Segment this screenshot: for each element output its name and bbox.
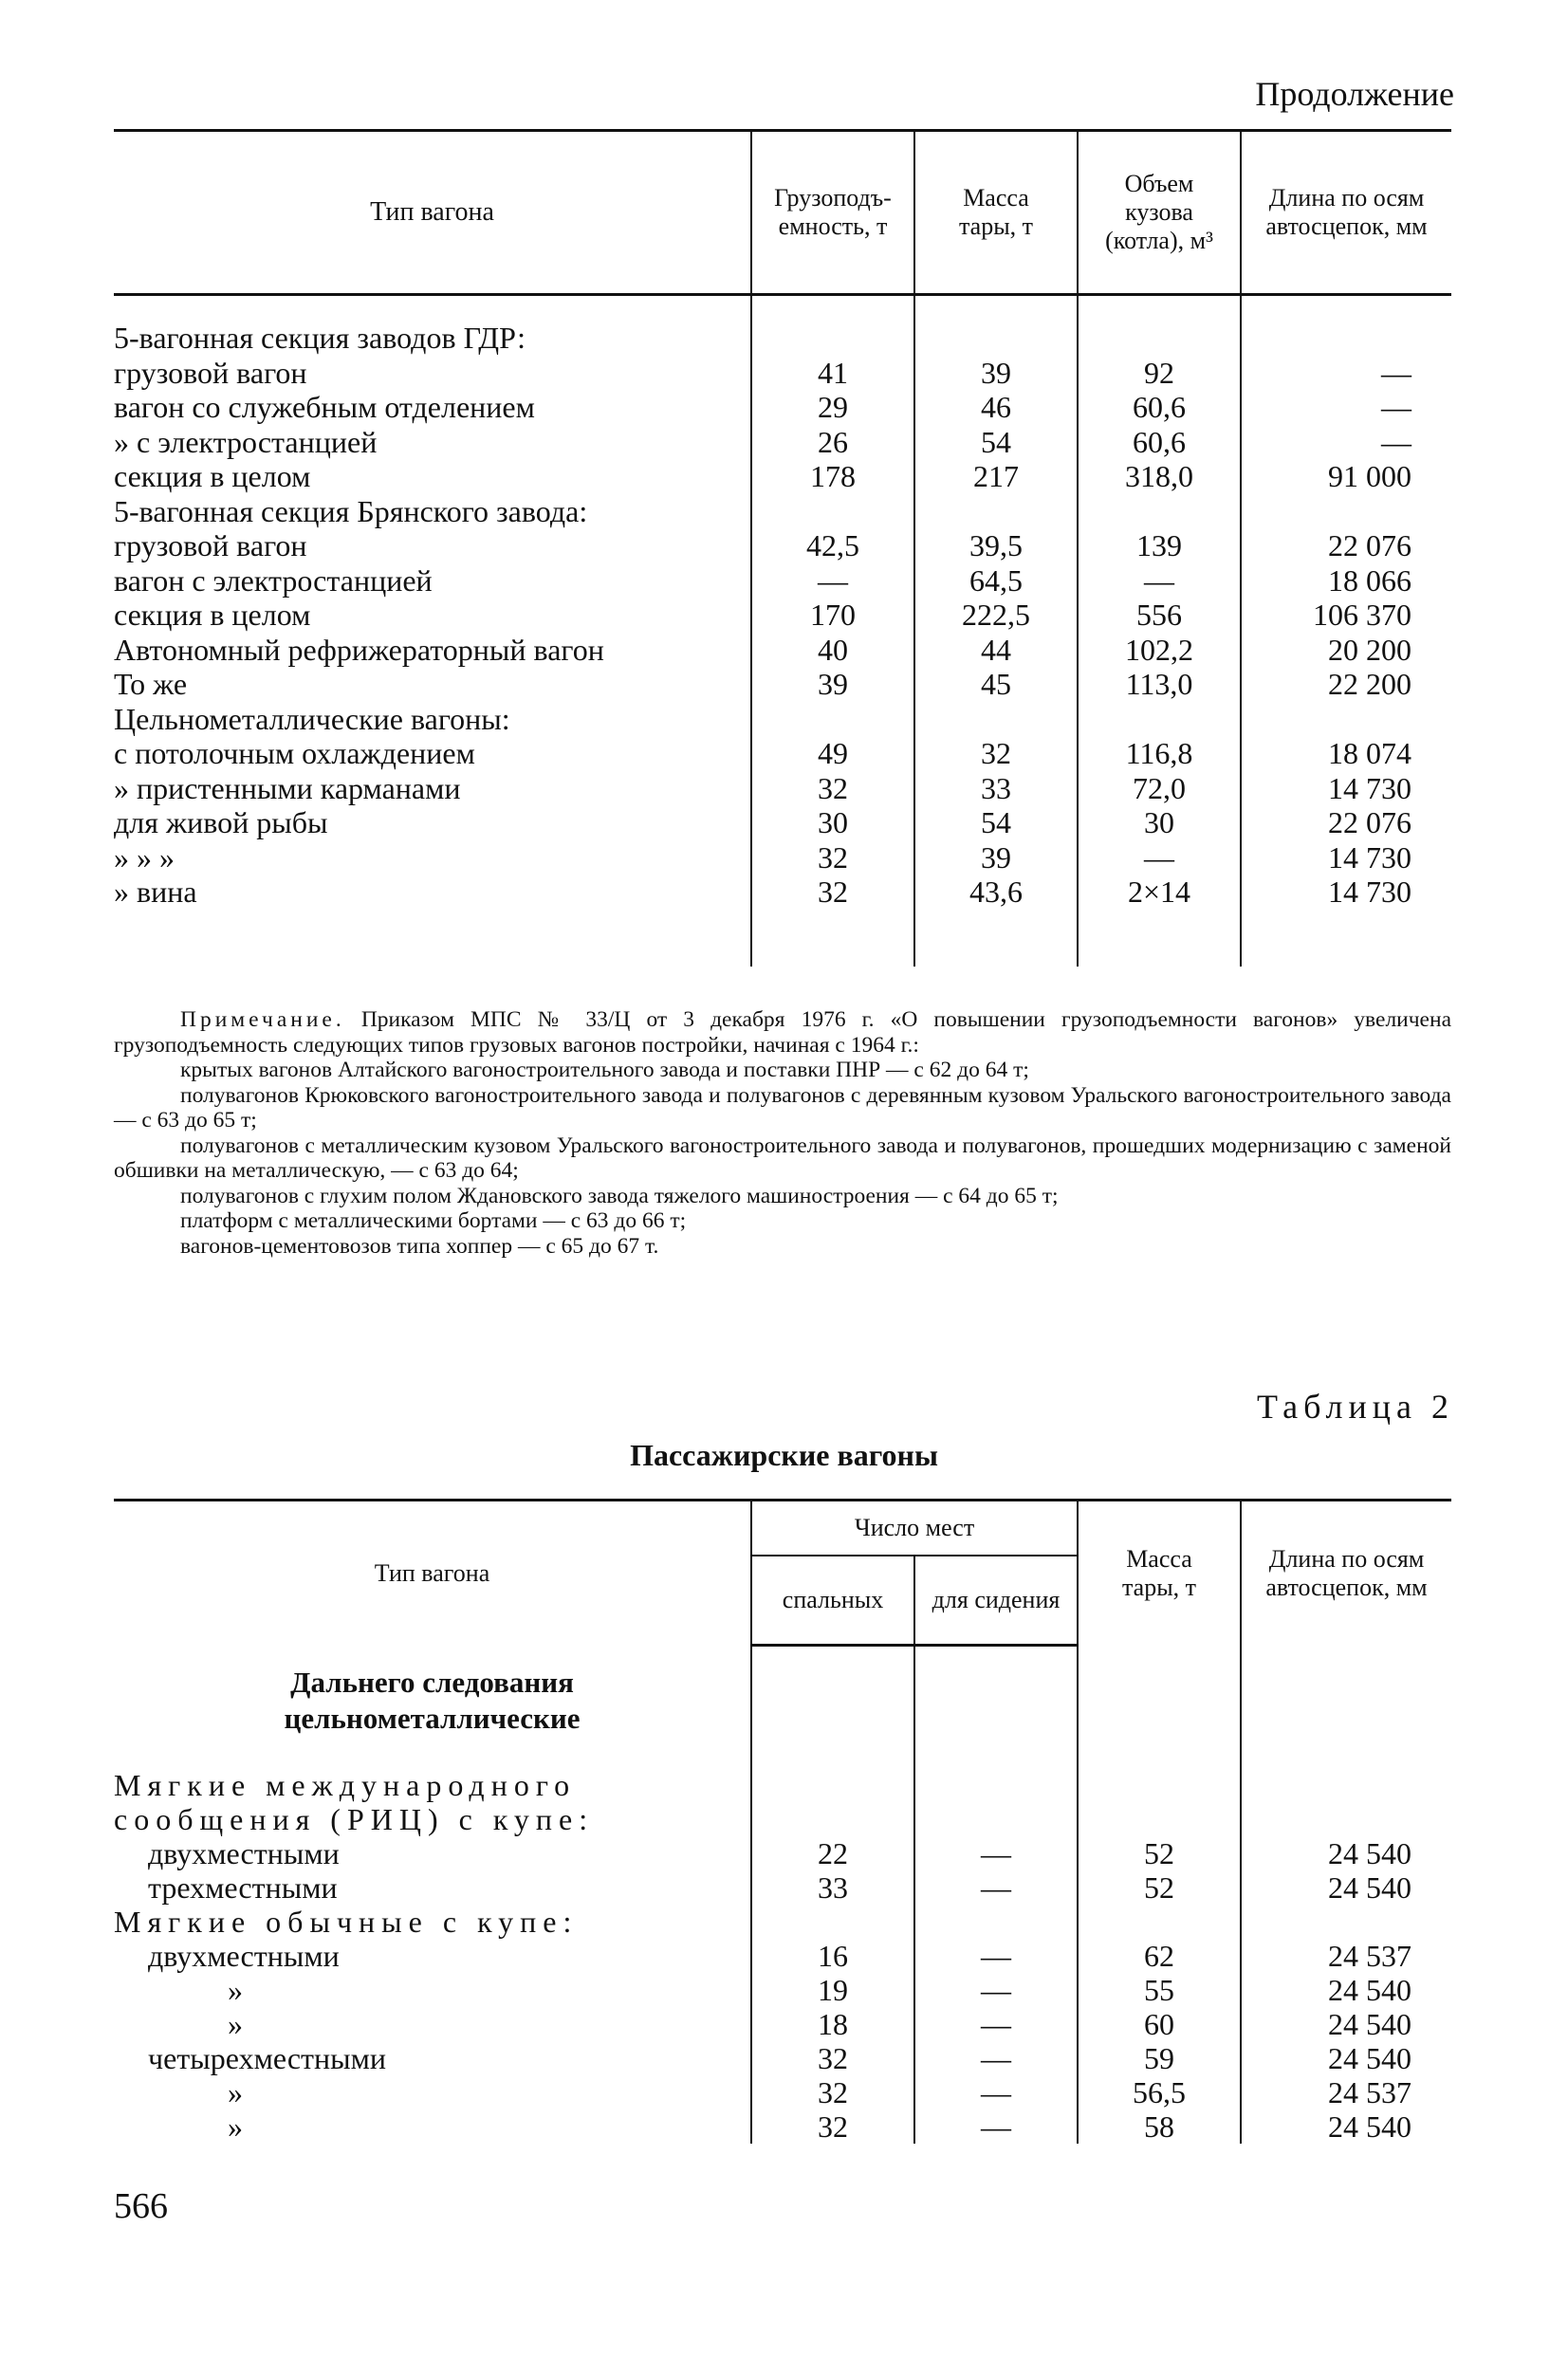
tare-cell: 64,5 [914, 563, 1078, 599]
wagon-type-cell: » [228, 2007, 243, 2041]
wagon-type-cell: грузовой вагон [114, 528, 307, 562]
capacity-cell: 32 [751, 771, 914, 806]
sitting-seats-cell [914, 1768, 1078, 1802]
table-row [114, 2007, 1451, 2041]
freight-wagons-table [114, 129, 1451, 967]
col-header-volume: Объем кузова (котла), м³ [1078, 131, 1241, 295]
table-row [114, 633, 1451, 668]
table-row [114, 1768, 1451, 1802]
sleeping-seats-cell: 33 [751, 1870, 914, 1905]
volume-cell: — [1078, 840, 1241, 875]
wagon-type-cell: Автономный рефрижераторный вагон [114, 632, 604, 667]
length-cell: 24 537 [1241, 2075, 1451, 2109]
wagon-type-cell: Цельнометаллические вагоны: [114, 701, 510, 736]
page-number: 566 [114, 2186, 168, 2226]
length-cell: 24 540 [1241, 1836, 1451, 1870]
length-cell: 20 200 [1241, 633, 1451, 668]
length-cell: 24 540 [1241, 2109, 1451, 2144]
tare-cell: 60 [1078, 2007, 1241, 2041]
tare-cell: 33 [914, 771, 1078, 806]
volume-cell: 318,0 [1078, 459, 1241, 494]
capacity-cell: 41 [751, 356, 914, 391]
table-row [114, 2109, 1451, 2144]
length-cell: 18 074 [1241, 736, 1451, 771]
length-cell: 22 076 [1241, 528, 1451, 563]
volume-cell: — [1078, 563, 1241, 599]
wagon-type-cell: с потолочным охлаждением [114, 736, 475, 770]
table-section-row [114, 1646, 1451, 1744]
table-row [114, 390, 1451, 425]
length-cell [1241, 494, 1451, 529]
sleeping-seats-cell: 19 [751, 1973, 914, 2007]
freight-wagons-body [114, 295, 1451, 967]
col-header-seats: Число мест [751, 1501, 1078, 1556]
capacity-cell: — [751, 563, 914, 599]
table-row [114, 494, 1451, 529]
sitting-seats-cell: — [914, 1939, 1078, 1973]
table-spacer [114, 1743, 1451, 1768]
tare-cell: 54 [914, 425, 1078, 460]
sitting-seats-cell [914, 1905, 1078, 1939]
tare-cell: 52 [1078, 1870, 1241, 1905]
length-cell: 24 537 [1241, 1939, 1451, 1973]
length-cell: 24 540 [1241, 2007, 1451, 2041]
volume-cell: 102,2 [1078, 633, 1241, 668]
wagon-type-cell: » пристенными карманами [114, 770, 461, 805]
table-row [114, 1905, 1451, 1939]
table-row [114, 2041, 1451, 2075]
table-row [114, 1870, 1451, 1905]
table-row [114, 321, 1451, 356]
wagon-type-cell: 5-вагонная секция заводов ГДР: [114, 321, 526, 355]
length-cell: 22 200 [1241, 667, 1451, 702]
tare-cell: 43,6 [914, 875, 1078, 910]
capacity-cell: 178 [751, 459, 914, 494]
wagon-type-cell: Мягкие международного [114, 1768, 577, 1802]
capacity-cell: 32 [751, 875, 914, 910]
length-cell: — [1241, 390, 1451, 425]
capacity-cell: 39 [751, 667, 914, 702]
tare-cell: 44 [914, 633, 1078, 668]
length-cell: 24 540 [1241, 2041, 1451, 2075]
volume-cell: 113,0 [1078, 667, 1241, 702]
wagon-type-cell: секция в целом [114, 459, 311, 493]
tare-cell: 52 [1078, 1836, 1241, 1870]
tare-cell: 56,5 [1078, 2075, 1241, 2109]
table-row [114, 805, 1451, 840]
table-row [114, 702, 1451, 737]
note-label: Примечание. [180, 1007, 345, 1032]
volume-cell: 30 [1078, 805, 1241, 840]
continuation-label: Продолжение [1255, 75, 1454, 113]
wagon-type-cell: 5-вагонная секция Брянского завода: [114, 493, 588, 528]
note-items [114, 1058, 1451, 1259]
tare-cell: 39 [914, 356, 1078, 391]
capacity-cell: 170 [751, 598, 914, 633]
volume-cell: 116,8 [1078, 736, 1241, 771]
tare-cell: 217 [914, 459, 1078, 494]
table-row [114, 459, 1451, 494]
length-cell [1241, 1768, 1451, 1802]
note-intro: Приказом МПС № 33/Ц от 3 декабря 1976 г. «О повышении грузоподъемности вагонов» увеличена грузоподъемность следующих типов грузовых вагонов постройки, начиная с 1964 г.: [114, 1007, 1451, 1058]
wagon-type-cell: трехместными [148, 1870, 338, 1905]
sleeping-seats-cell [751, 1905, 914, 1939]
length-cell [1241, 321, 1451, 356]
tare-cell [1078, 1768, 1241, 1802]
wagon-type-cell: » с электростанцией [114, 424, 378, 459]
length-cell: 18 066 [1241, 563, 1451, 599]
table-row [114, 1939, 1451, 1973]
tare-cell: 32 [914, 736, 1078, 771]
table-row [114, 1836, 1451, 1870]
sitting-seats-cell: — [914, 2075, 1078, 2109]
tare-cell [914, 494, 1078, 529]
capacity-cell: 40 [751, 633, 914, 668]
table-spacer [114, 295, 1451, 322]
col-header-length: Длина по осям автосцепок, мм [1241, 1501, 1451, 1646]
tare-cell: 39,5 [914, 528, 1078, 563]
col-header-tare: Масса тары, т [1078, 1501, 1241, 1646]
sleeping-seats-cell [751, 1768, 914, 1802]
volume-cell: 60,6 [1078, 390, 1241, 425]
col-header-sitting: для сидения [914, 1556, 1078, 1646]
sleeping-seats-cell: 22 [751, 1836, 914, 1870]
wagon-type-cell: Мягкие обычные с купе: [114, 1905, 579, 1939]
tare-cell: 59 [1078, 2041, 1241, 2075]
volume-cell [1078, 321, 1241, 356]
col-header-type: Тип вагона [114, 1501, 751, 1646]
length-cell: 91 000 [1241, 459, 1451, 494]
length-cell [1241, 702, 1451, 737]
sleeping-seats-cell: 32 [751, 2075, 914, 2109]
sitting-seats-cell [914, 1802, 1078, 1836]
capacity-cell: 42,5 [751, 528, 914, 563]
wagon-type-cell: То же [114, 667, 188, 701]
sleeping-seats-cell: 18 [751, 2007, 914, 2041]
note-item: платформ с металлическими бортами — с 63 до 66 т; [180, 1208, 687, 1233]
length-cell: 24 540 [1241, 1973, 1451, 2007]
table-row [114, 736, 1451, 771]
note-item: полувагонов Крюковского вагоностроительного завода и полувагонов с деревянным кузовом Уральского вагоностроительного завода — с 63 до 65 т; [114, 1082, 1451, 1133]
length-cell: — [1241, 425, 1451, 460]
note-intro-paragraph [114, 1007, 1451, 1058]
tare-cell: 62 [1078, 1939, 1241, 1973]
sitting-seats-cell: — [914, 1973, 1078, 2007]
volume-cell [1078, 494, 1241, 529]
wagon-type-cell: вагон с электростанцией [114, 562, 433, 598]
sitting-seats-cell: — [914, 2109, 1078, 2144]
volume-cell [1078, 702, 1241, 737]
table-spacer [114, 910, 1451, 967]
wagon-type-cell: четырехместными [148, 2041, 386, 2075]
table-row [114, 425, 1451, 460]
table-row [114, 1973, 1451, 2007]
sitting-seats-cell: — [914, 2007, 1078, 2041]
wagon-type-cell: секция в целом [114, 598, 311, 632]
tare-cell [914, 702, 1078, 737]
capacity-cell [751, 702, 914, 737]
note-item: крытых вагонов Алтайского вагоностроительного завода и поставки ПНР — с 62 до 64 т; [180, 1058, 1029, 1082]
table-row [114, 1802, 1451, 1836]
tare-cell [1078, 1905, 1241, 1939]
col-header-tare: Масса тары, т [914, 131, 1078, 295]
volume-cell: 556 [1078, 598, 1241, 633]
wagon-type-cell: для живой рыбы [114, 805, 328, 839]
table2-caption: Таблица 2 [1257, 1388, 1454, 1426]
sleeping-seats-cell: 16 [751, 1939, 914, 1973]
capacity-cell: 30 [751, 805, 914, 840]
capacity-cell [751, 321, 914, 356]
passenger-wagons-table [114, 1499, 1451, 2144]
section-title: Дальнего следования цельнометаллические [284, 1665, 581, 1735]
wagon-type-cell: » [228, 2075, 243, 2109]
wagon-type-cell: двухместными [148, 1836, 340, 1870]
tare-cell: 45 [914, 667, 1078, 702]
wagon-type-cell: » » » [114, 839, 175, 875]
length-cell: 24 540 [1241, 1870, 1451, 1905]
wagon-type-cell: вагон со служебным отделением [114, 390, 535, 424]
col-header-length: Длина по осям автосцепок, мм [1241, 131, 1451, 295]
sleeping-seats-cell [751, 1802, 914, 1836]
volume-cell: 60,6 [1078, 425, 1241, 460]
capacity-cell: 32 [751, 840, 914, 875]
volume-cell: 139 [1078, 528, 1241, 563]
tare-cell [1078, 1802, 1241, 1836]
wagon-type-cell: » вина [114, 875, 197, 909]
tare-cell: 58 [1078, 2109, 1241, 2144]
table-row [114, 356, 1451, 391]
table-row [114, 667, 1451, 702]
length-cell [1241, 1905, 1451, 1939]
length-cell: 14 730 [1241, 771, 1451, 806]
table-note [114, 1007, 1451, 1259]
length-cell: 14 730 [1241, 875, 1451, 910]
sleeping-seats-cell: 32 [751, 2041, 914, 2075]
wagon-type-cell: двухместными [148, 1939, 340, 1973]
table-row [114, 840, 1451, 875]
passenger-wagons-body [114, 1646, 1451, 2145]
capacity-cell: 49 [751, 736, 914, 771]
tare-cell: 222,5 [914, 598, 1078, 633]
tare-cell: 54 [914, 805, 1078, 840]
length-cell: 22 076 [1241, 805, 1451, 840]
sitting-seats-cell: — [914, 2041, 1078, 2075]
note-item: полувагонов с металлическим кузовом Уральского вагоностроительного завода и полувагонов, прошедших модернизацию с заменой обшивки на металлическую, — с 63 до 64; [114, 1133, 1451, 1183]
sitting-seats-cell: — [914, 1836, 1078, 1870]
table-row [114, 598, 1451, 633]
table-row [114, 2075, 1451, 2109]
col-header-type: Тип вагона [114, 131, 751, 295]
note-item: вагонов-цементовозов типа хоппер — с 65 до 67 т. [180, 1233, 659, 1259]
col-header-sleeping: спальных [751, 1556, 914, 1646]
length-cell: 14 730 [1241, 840, 1451, 875]
volume-cell: 72,0 [1078, 771, 1241, 806]
wagon-type-cell: грузовой вагон [114, 355, 307, 390]
length-cell: — [1241, 356, 1451, 391]
capacity-cell [751, 494, 914, 529]
table-row [114, 771, 1451, 806]
table2-title: Пассажирские вагоны [630, 1438, 938, 1472]
length-cell: 106 370 [1241, 598, 1451, 633]
tare-cell: 55 [1078, 1973, 1241, 2007]
wagon-type-cell: сообщения (РИЦ) с купе: [114, 1802, 595, 1836]
wagon-type-cell: » [228, 1973, 243, 2007]
volume-cell: 92 [1078, 356, 1241, 391]
tare-cell: 46 [914, 390, 1078, 425]
capacity-cell: 29 [751, 390, 914, 425]
note-item: полувагонов с глухим полом Ждановского завода тяжелого машиностроения — с 64 до 65 т; [180, 1183, 1059, 1208]
sleeping-seats-cell: 32 [751, 2109, 914, 2144]
tare-cell: 39 [914, 840, 1078, 875]
col-header-capacity: Грузоподъ- емность, т [751, 131, 914, 295]
table-row [114, 528, 1451, 563]
table-row [114, 875, 1451, 910]
length-cell [1241, 1802, 1451, 1836]
sitting-seats-cell: — [914, 1870, 1078, 1905]
tare-cell [914, 321, 1078, 356]
volume-cell: 2×14 [1078, 875, 1241, 910]
table-row [114, 563, 1451, 599]
capacity-cell: 26 [751, 425, 914, 460]
wagon-type-cell: » [228, 2109, 243, 2144]
